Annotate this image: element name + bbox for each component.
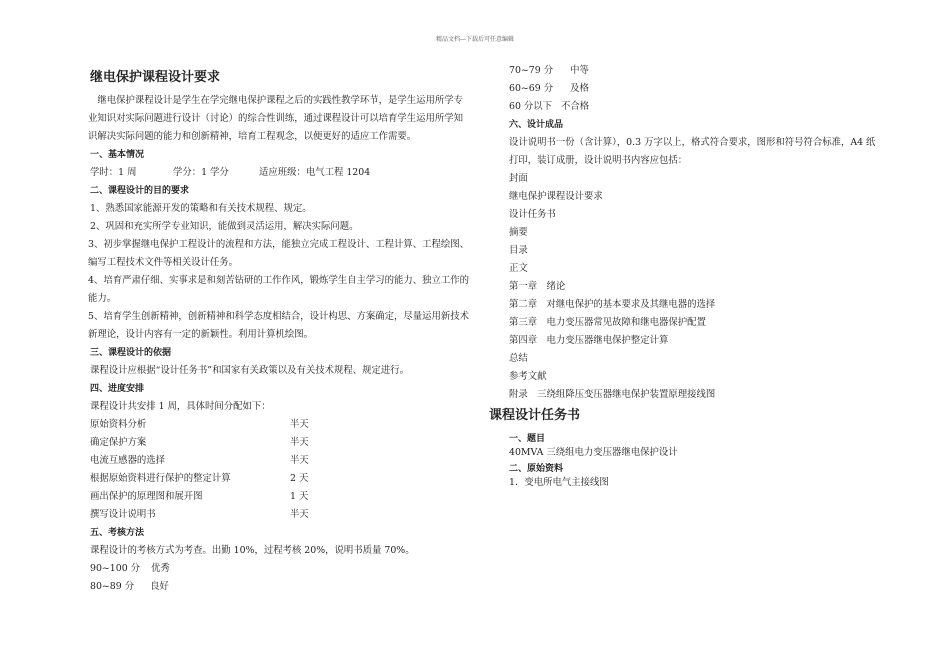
contents-item: 第三章 电力变压器常见故障和继电器保护配置 [509,317,706,328]
grade-row [509,80,879,98]
grade-level: 及格 [570,83,589,94]
grade-range: 70~79 分 [509,65,554,76]
contents-item: 参考文献 [509,371,547,382]
contents-item: 附录 三绕组降压变压器继电保护装置原理接线图 [509,389,716,400]
schedule-task: 原始资料分析 [90,419,147,430]
schedule-intro: 课程设计共安排 1 周，具体时间分配如下： [90,401,271,412]
intro-paragraph: 继电保护课程设计是学生在学完继电保护课程之后的实践性教学环节，是学生运用所学专业知识对实际问题进行设计（讨论）的综合性训练，通过课程设计可以培育学生运用所学知识解决实际问题的能力和创新精神，培育工程观念，以便更好的适应工作需要。 [88,95,464,142]
contents-item: 设计任务书 [509,209,556,220]
deliverables-text: 设计说明书一份（含计算），0.3 万字以上，格式符合要求，图形和符号符合标准，A4 纸打印，装订成册，设计说明书内容应包括： [509,137,876,166]
schedule-time: 1 天 [290,491,309,502]
schedule-time: 半天 [290,437,309,448]
grade-range: 60 分以下 [509,101,553,112]
schedule-row [90,434,470,452]
schedule-row [90,452,470,470]
schedule-time: 半天 [290,455,309,466]
grade-level: 良好 [150,581,169,592]
assessment-text: 课程设计的考核方式为考查。出勤 10%，过程考核 20%，说明书质量 70%。 [90,545,415,556]
task-data-text: 1．变电所电气主接线图 [509,477,609,488]
schedule-time: 半天 [290,419,309,430]
task-topic-heading: 一、题目 [509,434,546,444]
task-topic-text: 40MVA 三绕组电力变压器继电保护设计 [509,447,678,458]
schedule-time: 半天 [290,509,309,520]
schedule-task: 画出保护的原理图和展开图 [90,491,203,502]
contents-item: 摘要 [509,227,528,238]
left-column [90,68,470,596]
schedule-task: 电流互感器的选择 [90,455,166,466]
contents-item: 第四章 电力变压器继电保护整定计算 [509,335,669,346]
goal-item-1: 1、熟悉国家能源开发的策略和有关技术规程、规定。 [90,203,312,214]
schedule-task: 根据原始资料进行保护的整定计算 [90,473,231,484]
grade-level: 不合格 [561,101,590,112]
contents-item: 第二章 对继电保护的基本要求及其继电器的选择 [509,299,716,310]
basic-info-row [90,164,470,182]
section-deliverables-heading: 六、设计成品 [509,120,564,130]
grade-row [509,62,879,80]
goal-item-5: 5、培育学生创新精神，创新精神和科学态度相结合，设计构思、方案确定，尽量运用新技术新理论，设计内容有一定的新颖性。利用计算机绘图。 [88,311,469,340]
contents-item: 总结 [509,353,528,364]
contents-item: 正文 [509,263,528,274]
goal-item-2: 2、巩固和充实所学专业知识，能做到灵活运用，解决实际问题。 [90,221,359,232]
task-book-title: 课程设计任务书 [489,408,581,423]
credit-text: 学分：1 学分 [172,167,229,178]
schedule-row [90,506,470,524]
schedule-time: 2 天 [290,473,309,484]
grade-row [90,578,470,596]
schedule-task: 撰写设计说明书 [90,509,156,520]
section-assessment-heading: 五、考核方法 [90,528,145,538]
grade-level: 中等 [570,65,589,76]
schedule-row [90,488,470,506]
goal-item-3: 3、初步掌握继电保护工程设计的流程和方法，能独立完成工程设计、工程计算、工程绘图、编写工程技术文件等相关设计任务。 [88,239,469,268]
grade-row [509,98,879,116]
contents-item: 第一章 绪论 [509,281,566,292]
schedule-task: 确定保护方案 [90,437,147,448]
grade-range: 80~89 分 [90,581,135,592]
grade-range: 90~100 分 [90,563,141,574]
grade-range: 60~69 分 [509,83,554,94]
schedule-row [90,470,470,488]
schedule-row [90,416,470,434]
hours-text: 学时：1 周 [90,167,137,178]
section-basis-heading: 三、课程设计的依据 [90,348,172,358]
document-title: 继电保护课程设计要求 [90,70,221,85]
page-header: 精品文档---下载后可任意编辑 [435,36,515,43]
grade-row [90,560,470,578]
contents-item: 继电保护课程设计要求 [509,191,603,202]
task-data-heading: 二、原始资料 [509,464,564,474]
goal-item-4: 4、培育严肃仔细、实事求是和刻苦钻研的工作作风，锻炼学生自主学习的能力、独立工作的能力。 [88,275,469,304]
section-schedule-heading: 四、进度安排 [90,384,145,394]
class-text: 适应班级：电气工程 1204 [258,167,371,178]
grade-level: 优秀 [151,563,170,574]
section-basic-info-heading: 一、基本情况 [90,150,145,160]
contents-item: 封面 [509,173,528,184]
basis-text: 课程设计应根据“设计任务书”和国家有关政策以及有关技术规程、规定进行。 [90,365,409,376]
right-column [489,62,879,490]
contents-item: 目录 [509,245,528,256]
section-goals-heading: 二、课程设计的目的要求 [90,186,190,196]
